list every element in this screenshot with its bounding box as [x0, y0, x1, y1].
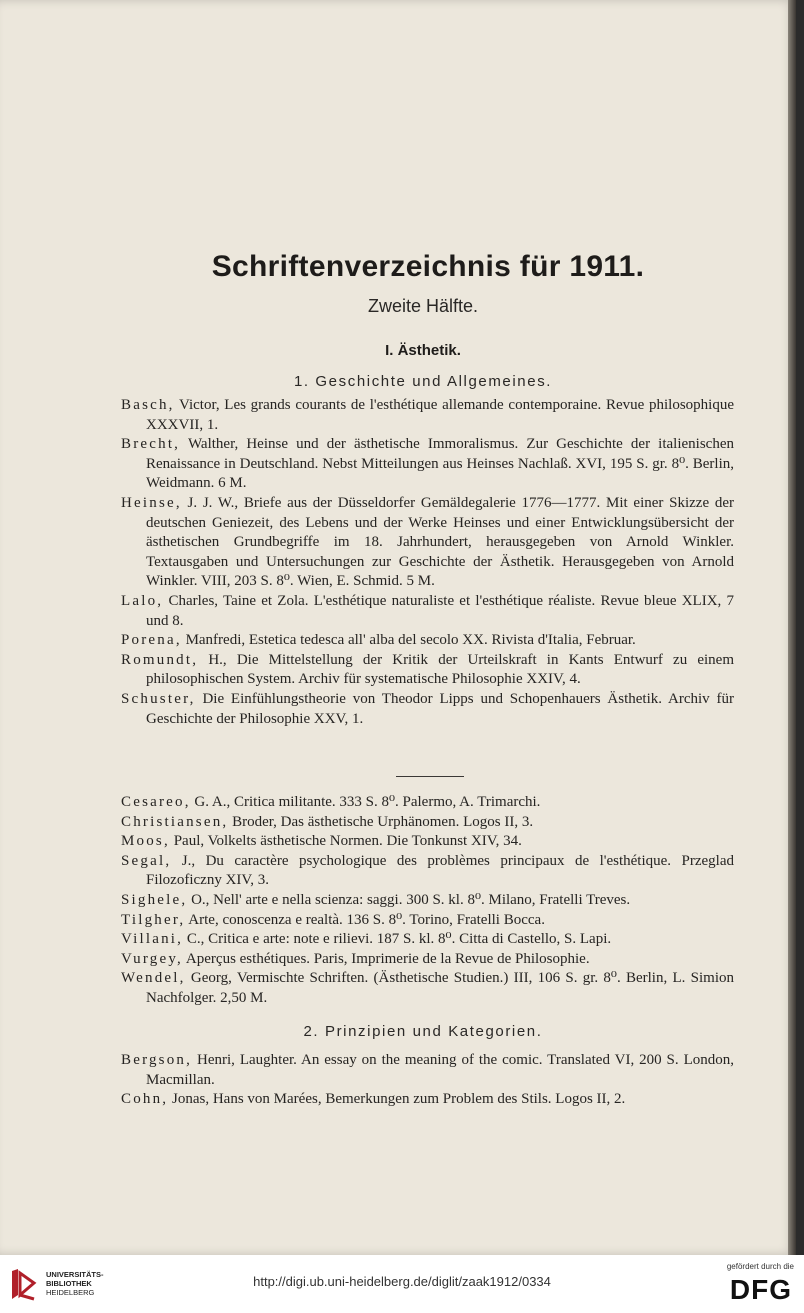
bibliography-entry — [121, 1051, 734, 1090]
entry-text: Victor, Les grands courants de l'esthétique allemande contemporaine. Revue philosophique XXXVII, 1. — [146, 397, 734, 433]
entry-text: Henri, Laughter. An essay on the meaning of the comic. Translated VI, 200 S. London, Macmillan. — [146, 1052, 734, 1088]
entry-author: Wendel, — [121, 970, 186, 987]
funded-by-label: gefördert durch die — [726, 1262, 794, 1271]
bibliography-entry — [121, 592, 734, 631]
library-name-line1: UNIVERSITÄTS- — [46, 1270, 104, 1279]
bibliography-entry — [121, 631, 734, 651]
entry-author: Heinse, — [121, 494, 182, 511]
entry-author: Vurgey, — [121, 950, 183, 967]
bibliography-entry — [121, 930, 734, 950]
subsection-heading-1: 1. Geschichte und Allgemeines. — [293, 373, 553, 390]
bibliography-entry — [121, 793, 734, 813]
entry-text: Georg, Vermischte Schriften. (Ästhetische Studien.) III, 106 S. gr. 8⁰. Berlin, L. Simion Nachfolger. 2,50 M. — [146, 970, 734, 1006]
entry-author: Segal, — [121, 852, 172, 869]
subsection-heading-2: 2. Prinzipien und Kategorien. — [303, 1023, 543, 1040]
entry-author: Cesareo, — [121, 794, 191, 810]
entry-text: J. J. W., Briefe aus der Düsseldorfer Gemäldegalerie 1776—1777. Mit einer Skizze der deutschen Geniezeit, des Lebens und der Werke Heinses und einer Entwicklungsübersicht der ästhetischen Grundbegriffe im 18. Jahrhundert, herausgegeben von Arnold Winkler. Textausgaben und Untersuchungen zur Geschichte der Ästhetik. Herausgegeben von Arnold Winkler. VIII, 203 S. 8⁰. Wien, E. Schmid. 5 M. — [146, 494, 734, 590]
section-heading: I. Ästhetik. — [385, 342, 461, 359]
entry-text: Manfredi, Estetica tedesca all' alba del secolo XX. Rivista d'Italia, Februar. — [181, 632, 636, 649]
bibliography-entry — [121, 651, 734, 690]
entry-text: Aperçus esthétiques. Paris, Imprimerie de la Revue de Philosophie. — [183, 950, 590, 967]
page-subtitle: Zweite Hälfte. — [367, 296, 479, 316]
viewer-footer — [0, 1255, 804, 1313]
entry-author: Christiansen, — [121, 813, 229, 830]
entry-text: C., Critica e arte: note e rilievi. 187 S. kl. 8⁰. Citta di Castello, S. Lapi. — [183, 931, 612, 948]
entry-text: Broder, Das ästhetische Urphänomen. Logos II, 3. — [228, 813, 534, 830]
bibliography-entry — [121, 832, 734, 852]
entry-author: Sighele, — [121, 891, 188, 908]
entry-author: Basch, — [121, 397, 175, 413]
entry-author: Schuster, — [121, 690, 196, 707]
bibliography-entry — [121, 396, 734, 435]
bibliography-entry — [121, 852, 734, 891]
entry-text: Arte, conoscenza e realtà. 136 S. 8⁰. Torino, Fratelli Bocca. — [185, 911, 545, 928]
entry-text: Jonas, Hans von Marées, Bemerkungen zum Problem des Stils. Logos II, 2. — [168, 1091, 626, 1108]
entry-text: Paul, Volkelts ästhetische Normen. Die Tonkunst XIV, 34. — [169, 833, 522, 850]
bibliography-entry — [121, 911, 734, 931]
dfg-logo: DFG — [729, 1274, 792, 1305]
entry-author: Tilgher, — [121, 911, 186, 928]
bibliography-entry — [121, 1090, 734, 1110]
entry-text: G. A., Critica militante. 333 S. 8⁰. Palermo, A. Trimarchi. — [190, 794, 541, 810]
bibliography-entry — [121, 494, 734, 592]
bibliography-entry — [121, 950, 734, 970]
entry-text: H., Die Mittelstellung der Kritik der Urteilskraft in Kants Entwurf zu einem philosophischen System. Archiv für systematische Philosophie XXIV, 4. — [146, 651, 734, 688]
entry-text: Walther, Heinse und der ästhetische Immoralismus. Zur Geschichte der italienischen Renaissance in Deutschland. Nebst Mitteilungen aus Heinses Nachlaß. XVI, 195 S. gr. 8⁰. Berlin, Weidmann. 6 M. — [146, 436, 734, 492]
entry-author: Moos, — [121, 833, 170, 850]
permalink-url[interactable]: http://digi.ub.uni-heidelberg.de/diglit/zaak1912/0334 — [253, 1274, 551, 1289]
bibliography-group-1 — [121, 396, 734, 729]
entry-author: Romundt, — [121, 651, 199, 668]
entry-text: Charles, Taine et Zola. L'esthétique naturaliste et l'esthétique réaliste. Revue bleue XLIX, 7 und 8. — [146, 592, 734, 629]
bibliography-entry — [121, 690, 734, 729]
entry-text: O., Nell' arte e nella scienza: saggi. 300 S. kl. 8⁰. Milano, Fratelli Treves. — [187, 891, 631, 908]
entry-author: Bergson, — [121, 1052, 193, 1068]
library-name-line2: BIBLIOTHEK — [46, 1279, 92, 1288]
bibliography-group-2 — [121, 793, 734, 1009]
bibliography-group-3 — [121, 1051, 734, 1110]
entry-author: Villani, — [121, 931, 184, 948]
section-divider — [396, 776, 464, 777]
entry-text: Die Einfühlungstheorie von Theodor Lipps und Schopenhauers Ästhetik. Archiv für Geschichte der Philosophie XXV, 1. — [146, 690, 734, 727]
entry-author: Lalo, — [121, 592, 164, 609]
bibliography-entry — [121, 969, 734, 1008]
entry-text: J., Du caractère psychologique des problèmes principaux de l'esthétique. Przeglad Filozoficzny XIV, 3. — [146, 852, 734, 889]
bibliography-entry — [121, 435, 734, 494]
page-edge — [788, 0, 796, 1255]
entry-author: Brecht, — [121, 436, 181, 453]
entry-author: Cohn, — [121, 1091, 169, 1108]
page-title: Schriftenverzeichnis für 1911. — [211, 250, 645, 283]
library-name-line3: HEIDELBERG — [46, 1288, 95, 1297]
entry-author: Porena, — [121, 632, 182, 649]
bibliography-entry — [121, 891, 734, 911]
bibliography-entry — [121, 813, 734, 833]
